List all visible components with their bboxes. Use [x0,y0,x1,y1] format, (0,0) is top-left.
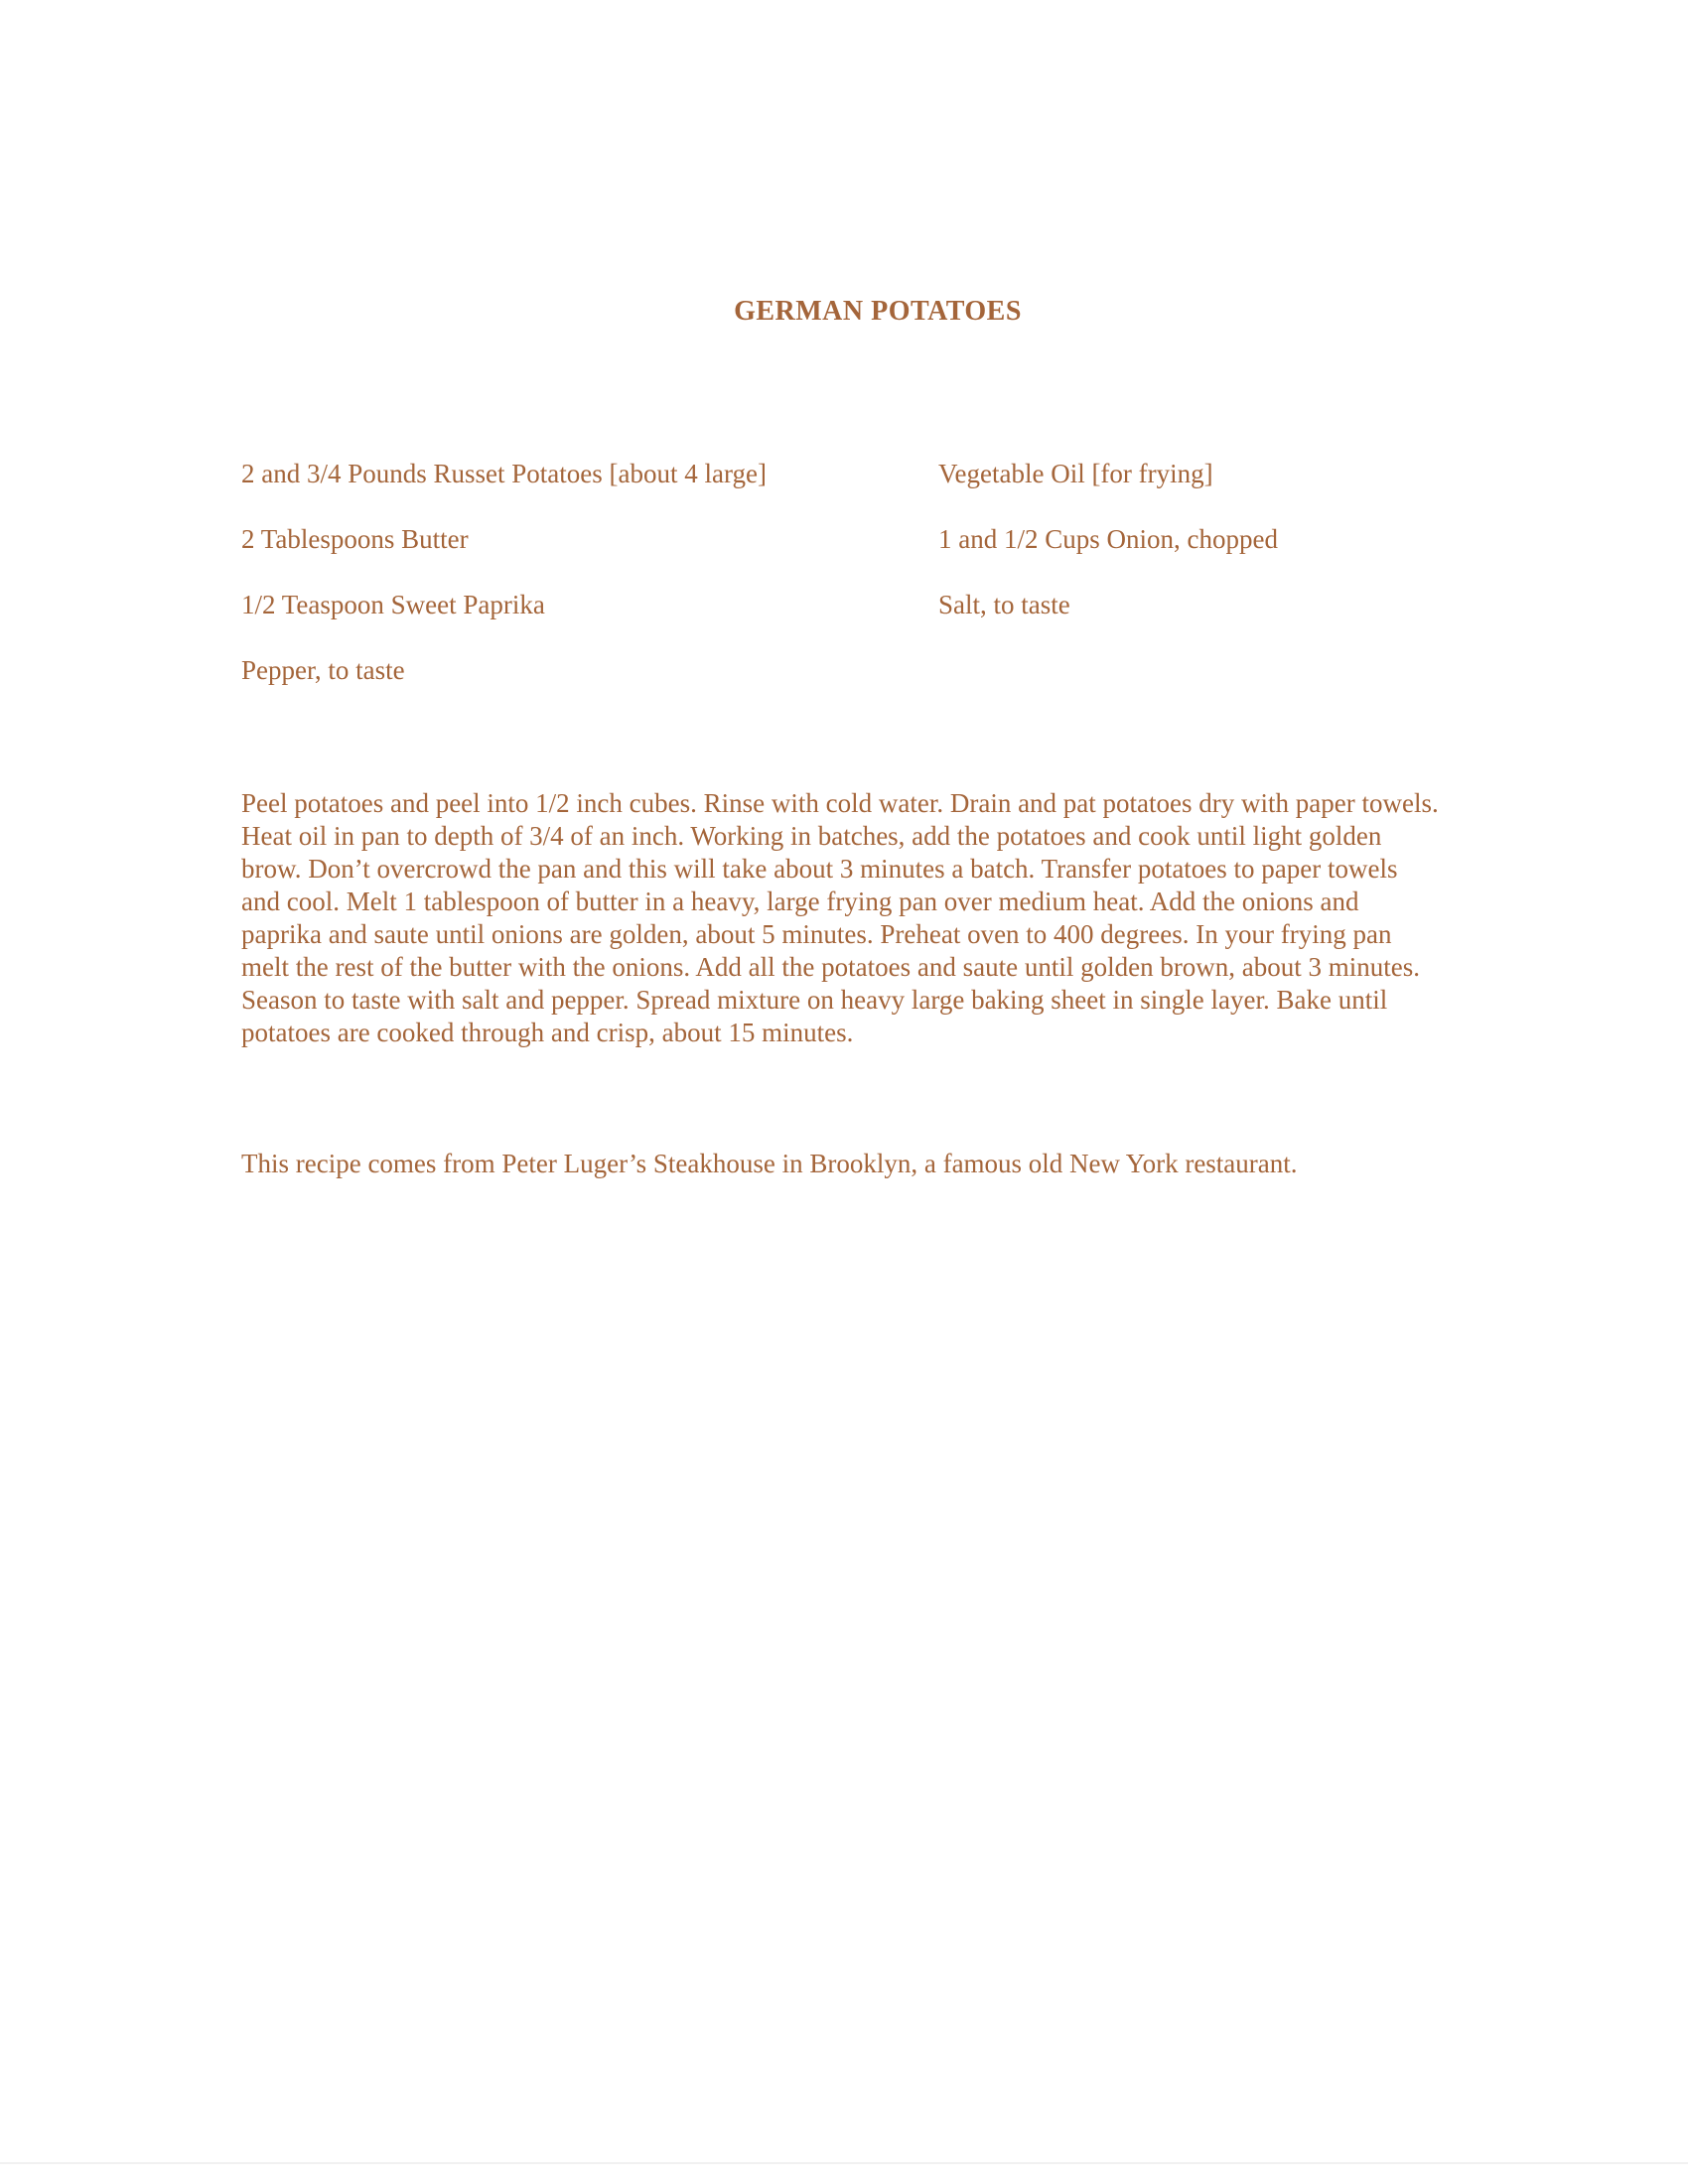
ingredient-pepper: Pepper, to taste [241,655,405,685]
ingredient-salt: Salt, to taste [938,590,1070,619]
recipe-source-note: This recipe comes from Peter Luger’s Steakhouse in Brooklyn, a famous old New York restaurant. [241,1149,1298,1178]
scan-edge-line [0,2162,1688,2164]
ingredient-paprika: 1/2 Teaspoon Sweet Paprika [241,590,545,619]
recipe-title: GERMAN POTATOES [734,296,1022,327]
ingredient-onion: 1 and 1/2 Cups Onion, chopped [938,524,1278,554]
ingredient-russet-potatoes: 2 and 3/4 Pounds Russet Potatoes [about 4 large] [241,459,767,488]
ingredient-butter: 2 Tablespoons Butter [241,524,469,554]
ingredient-vegetable-oil: Vegetable Oil [for frying] [938,459,1213,488]
recipe-directions: Peel potatoes and peel into 1/2 inch cubes. Rinse with cold water. Drain and pat potatoes dry with paper towels. Heat oil in pan to depth of 3/4 of an inch. Working in batches, add the potatoes and cook until light golden brow. Don’t overcrowd the pan and this will take about 3 minutes a batch. Transfer potatoes to paper towels and cool. Melt 1 tablespoon of butter in a heavy, large frying pan over medium heat. Add the onions and paprika and saute until onions are golden, about 5 minutes. Preheat oven to 400 degrees. In your frying pan melt the rest of the butter with the onions. Add all the potatoes and saute until golden brown, about 3 minutes. Season to taste with salt and pepper. Spread mixture on heavy large baking sheet in single layer. Bake until potatoes are cooked through and crisp, about 15 minutes. [241,788,1439,1047]
